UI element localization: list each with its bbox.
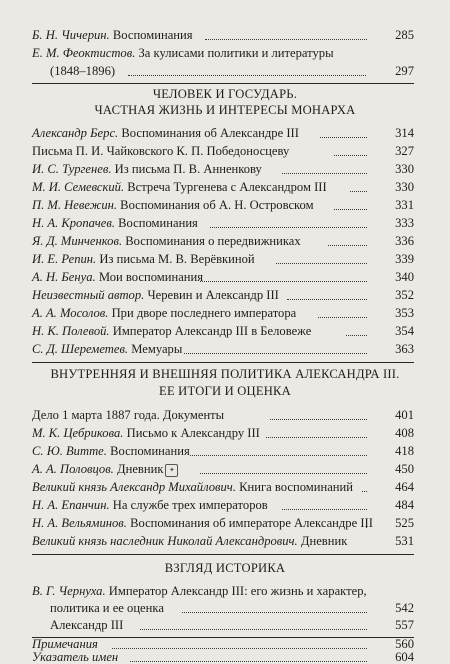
toc-entry — [0, 406, 450, 424]
toc-entry — [0, 250, 450, 268]
page-number: 352 — [395, 288, 414, 302]
toc-entry — [0, 232, 450, 250]
entry-title: Из письма П. В. Анненкову — [114, 162, 262, 176]
page-number: 560 — [395, 637, 414, 651]
toc-entry — [0, 478, 450, 496]
entry-title: Воспоминания об императоре Александре III — [130, 516, 373, 530]
section-heading: ЕЕ ИТОГИ И ОЦЕНКА — [159, 384, 291, 398]
page-number: 557 — [395, 618, 414, 632]
dot-leader — [270, 419, 367, 420]
page-number: 542 — [395, 601, 414, 615]
entry-title: Книга воспоминаний — [239, 480, 354, 494]
entry-title: Мемуары — [131, 342, 183, 356]
entry-author: А. Н. Бенуа. — [32, 270, 96, 284]
dot-leader — [366, 527, 367, 528]
toc-entry — [0, 582, 450, 600]
section-heading: ВНУТРЕННЯЯ И ВНЕШНЯЯ ПОЛИТИКА АЛЕКСАНДРА III. — [50, 367, 400, 381]
dot-leader — [362, 491, 367, 492]
dot-leader — [320, 137, 367, 138]
entry-author: А. А. Половцов. — [32, 462, 114, 476]
toc-entry — [0, 44, 450, 62]
entry-title: Встреча Тургенева с Александром III — [127, 180, 327, 194]
entry-author: И. С. Тургенев. — [32, 162, 112, 176]
page-number: 353 — [395, 306, 414, 320]
entry-title: Указатель имен — [32, 650, 119, 664]
entry-author: М. К. Цебрикова. — [32, 426, 124, 440]
dot-leader — [184, 353, 367, 354]
section-divider — [32, 83, 414, 84]
dot-leader — [200, 473, 367, 474]
entry-title: Дневник — [117, 462, 164, 476]
page-number: 418 — [395, 444, 414, 458]
toc-entry — [0, 160, 450, 178]
toc-entry — [0, 196, 450, 214]
dot-leader — [205, 39, 367, 40]
toc-entry — [0, 26, 450, 44]
toc-entry-continuation — [0, 599, 450, 617]
page-number: 408 — [395, 426, 414, 440]
entry-title: Воспоминания об А. Н. Островском — [120, 198, 314, 212]
entry-author: А. А. Мосолов. — [32, 306, 109, 320]
toc-entry — [0, 268, 450, 286]
entry-author: Александр Берс. — [32, 126, 119, 140]
toc-entry — [0, 340, 450, 358]
toc-entry — [0, 322, 450, 340]
toc-entry — [0, 214, 450, 232]
section-heading: ЧАСТНАЯ ЖИЗНЬ И ИНТЕРЕСЫ МОНАРХА — [94, 103, 356, 117]
entry-title: Воспоминания об Александре III — [121, 126, 299, 140]
entry-author: П. М. Невежин. — [32, 198, 118, 212]
toc-entry — [0, 142, 450, 160]
entry-title: политика и ее оценка — [50, 601, 164, 615]
dot-leader — [287, 299, 367, 300]
toc-entry — [0, 286, 450, 304]
entry-author: Н. А. Епанчин. — [32, 498, 110, 512]
entry-title: (1848–1896) — [50, 64, 116, 78]
entry-author: Я. Д. Минченков. — [32, 234, 123, 248]
toc-entry — [0, 442, 450, 460]
entry-author: С. Ю. Витте. — [32, 444, 107, 458]
entry-title: Воспоминания о передвижниках — [125, 234, 301, 248]
dot-leader — [334, 209, 367, 210]
dot-leader — [266, 437, 367, 438]
entry-title: Воспоминания — [112, 28, 193, 42]
toc-entry — [0, 178, 450, 196]
entry-title: Дневник — [300, 534, 348, 548]
page-number: 339 — [395, 252, 414, 266]
page-number: 450 — [395, 462, 414, 476]
page-number: 297 — [395, 64, 414, 78]
entry-title: Дело 1 марта 1887 года. Документы — [32, 408, 225, 422]
dot-leader — [318, 317, 367, 318]
entry-title: Черевин и Александр III — [147, 288, 279, 302]
dot-leader — [328, 245, 367, 246]
section-divider — [32, 362, 414, 363]
entry-author: Великий князь наследник Николай Александрович. — [32, 534, 298, 548]
page-number: 354 — [395, 324, 414, 338]
entry-title: Примечания — [32, 637, 98, 651]
dot-leader — [140, 629, 367, 630]
entry-author: М. И. Семевский. — [32, 180, 125, 194]
page-number: 327 — [395, 144, 414, 158]
page-number: 363 — [395, 342, 414, 356]
entry-title: Воспоминания — [118, 216, 198, 230]
page-number: 531 — [395, 534, 414, 548]
entry-author: И. Е. Репин. — [32, 252, 97, 266]
entry-author: Н. А. Вельяминов. — [32, 516, 127, 530]
toc-entry — [0, 424, 450, 442]
entry-title: Император Александр III: его жизнь и характер, — [108, 584, 367, 598]
toc-entry — [0, 514, 450, 532]
toc-entry — [0, 460, 450, 478]
toc-entry — [0, 532, 450, 550]
entry-author: Великий князь Александр Михайлович. — [32, 480, 236, 494]
entry-title: Мои воспоминания — [98, 270, 204, 284]
section-divider — [32, 554, 414, 555]
page-number: 331 — [395, 198, 414, 212]
entry-title: На службе трех императоров — [112, 498, 268, 512]
page-number: 604 — [395, 650, 414, 664]
section-heading: ВЗГЛЯД ИСТОРИКА — [164, 561, 286, 575]
page-number: 464 — [395, 480, 414, 494]
entry-author: Неизвестный автор. — [32, 288, 145, 302]
toc-entry — [0, 496, 450, 514]
entry-title: Письмо к Александру III — [126, 426, 260, 440]
stamp-icon: ✦ — [165, 464, 178, 477]
dot-leader — [346, 335, 367, 336]
dot-leader — [334, 155, 367, 156]
dot-leader — [130, 661, 367, 662]
page-number: 314 — [395, 126, 414, 140]
entry-author: В. Г. Чернуха. — [32, 584, 106, 598]
toc-entry-continuation — [0, 62, 450, 80]
page-number: 285 — [395, 28, 414, 42]
dot-leader — [282, 509, 367, 510]
entry-author: С. Д. Шереметев. — [32, 342, 129, 356]
entry-title: Из письма М. В. Верёвкиной — [99, 252, 255, 266]
entry-author: Н. К. Полевой. — [32, 324, 110, 338]
toc-entry — [0, 304, 450, 322]
entry-title: Император Александр III в Беловеже — [112, 324, 312, 338]
entry-author: Б. Н. Чичерин. — [32, 28, 110, 42]
entry-title: За кулисами политики и литературы — [138, 46, 334, 60]
dot-leader — [112, 648, 367, 649]
section-heading: ЧЕЛОВЕК И ГОСУДАРЬ. — [152, 87, 298, 101]
entry-title: Письма П. И. Чайковского К. П. Победоносцеву — [32, 144, 290, 158]
toc-entry — [0, 651, 450, 664]
entry-author: Е. М. Феоктистов. — [32, 46, 136, 60]
dot-leader — [190, 455, 367, 456]
entry-title: Александр III — [50, 618, 124, 632]
dot-leader — [210, 227, 367, 228]
toc-entry-continuation — [0, 616, 450, 634]
page-number: 336 — [395, 234, 414, 248]
page-number: 484 — [395, 498, 414, 512]
dot-leader — [128, 75, 366, 76]
toc-entry — [0, 124, 450, 142]
page-number: 333 — [395, 216, 414, 230]
entry-author: Н. А. Кропачев. — [32, 216, 115, 230]
page-number: 401 — [395, 408, 414, 422]
page-number: 330 — [395, 180, 414, 194]
dot-leader — [200, 281, 367, 282]
dot-leader — [282, 173, 367, 174]
entry-title: Воспоминания — [110, 444, 190, 458]
page-number: 525 — [395, 516, 414, 530]
dot-leader — [276, 263, 367, 264]
dot-leader — [182, 612, 367, 613]
page-number: 340 — [395, 270, 414, 284]
page-number: 330 — [395, 162, 414, 176]
entry-title: При дворе последнего императора — [111, 306, 297, 320]
dot-leader — [350, 191, 367, 192]
